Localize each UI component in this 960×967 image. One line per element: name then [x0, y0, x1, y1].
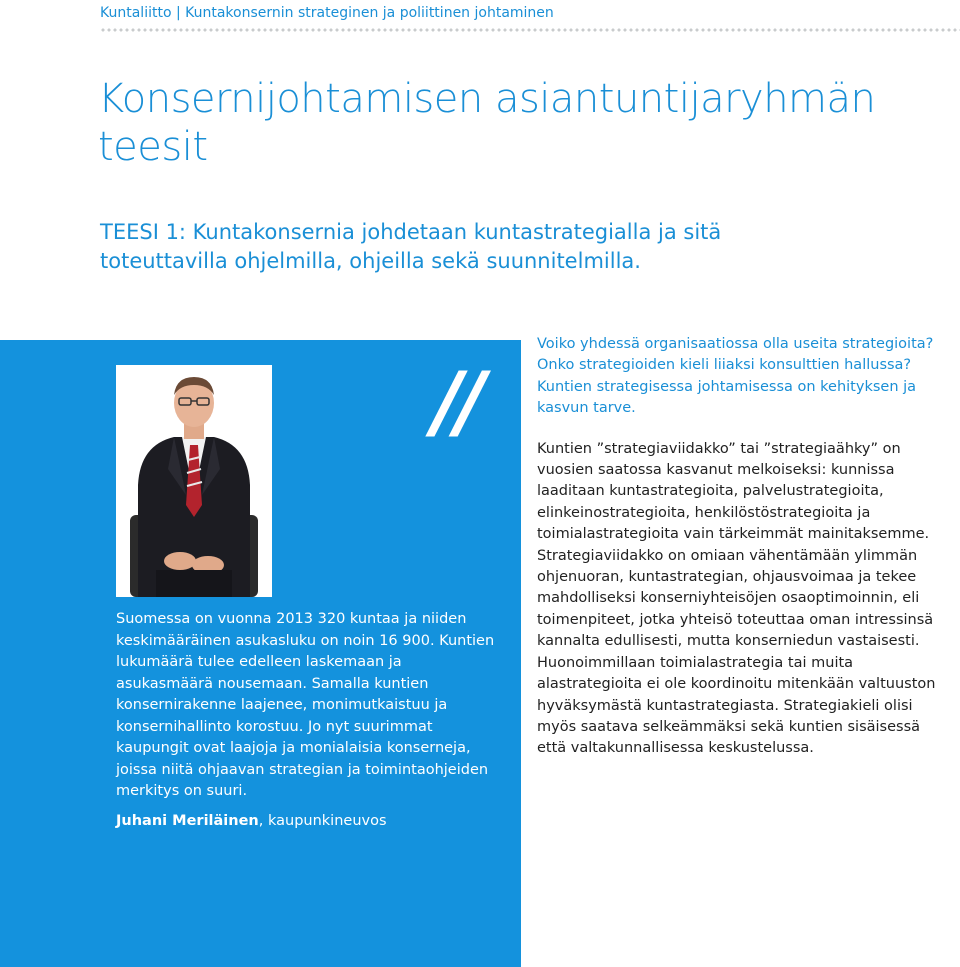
- body-paragraph: Kuntien ”strategiaviidakko” tai ”strategiaähky” on vuosien saatossa kasvanut melkoiseksi: kunnissa laaditaan kuntastrategioita, palvelustrategioita, elinkeinostrategioita, henkilöstöstrategioita ja toimialastrategioita vain tärkeimmät mainitaksemme. Strategiaviidakko on omiaan vähentämään ylimmän ohjenuoran, kuntastrategian, ohjausvoimaa ja tekee mahdolliseksi konserniyhteisöjen osaoptimoinnin, eli toimenpiteet, jotka yhteisö toteuttaa oman intressinsä kannalta edullisesti, mutta konserniedun vastaisesti. Huonoimmillaan toimialastrategia tai muita alastrategioita ei ole koordinoitu mitenkään valtuuston hyväksymästä kuntastrategiasta. Strategiakieli olisi myös saatava selkeämmäksi sekä kuntien sisäisessä että valtakunnallisessa keskustelussa.: [537, 440, 936, 757]
- dotted-divider: [100, 28, 960, 32]
- portrait-illustration: [116, 365, 272, 597]
- body-column: [537, 334, 953, 760]
- thesis-statement: TEESI 1: Kuntakonsernia johdetaan kuntastrategialla ja sitä toteuttavilla ohjelmilla, ohjeilla sekä suunnitelmilla.: [100, 220, 722, 273]
- portrait-photo: [116, 365, 272, 597]
- author-role: , kaupunkineuvos: [258, 812, 387, 829]
- intro-paragraph: Voiko yhdessä organisaatiossa olla useita strategioita? Onko strategioiden kieli liiaksi konsulttien hallussa? Kuntien strategisessa johtamisessa on kehityksen ja kasvun tarve.: [537, 336, 934, 417]
- quote-text: Suomessa on vuonna 2013 320 kuntaa ja niiden keskimääräinen asukasluku on noin 16 900. Kuntien lukumäärä tulee edelleen laskemaan ja asukasmäärä nousemaan. Samalla kuntien konsernirakenne laajenee, monimutkaistuu ja konsernihallinto korostuu. Jo nyt suurimmat kaupungit ovat laajoja ja monialaisia konserneja, joissa niitä ohjaavan strategian ja toimintaohjeiden merkitys on suuri.: [116, 611, 495, 799]
- quote-mark-icon: //: [433, 355, 480, 448]
- page-title: Konsernijohtamisen asiantuntijaryhmän teesit: [98, 76, 876, 170]
- quote-author: [116, 811, 496, 833]
- author-name: Juhani Meriläinen: [116, 812, 259, 829]
- page-header: Kuntaliitto | Kuntakonsernin strateginen ja poliittinen johtaminen: [100, 5, 554, 21]
- quote-block: [116, 609, 496, 832]
